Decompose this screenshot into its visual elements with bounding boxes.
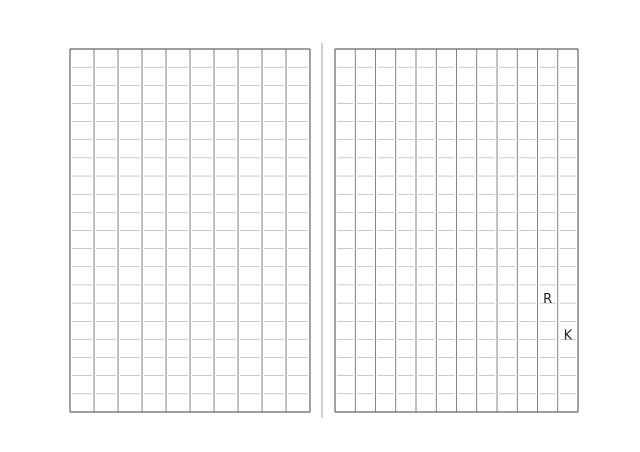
author-initial-k: K xyxy=(563,328,573,344)
grid-rules xyxy=(70,43,578,418)
author-initial-r: R xyxy=(543,292,553,308)
